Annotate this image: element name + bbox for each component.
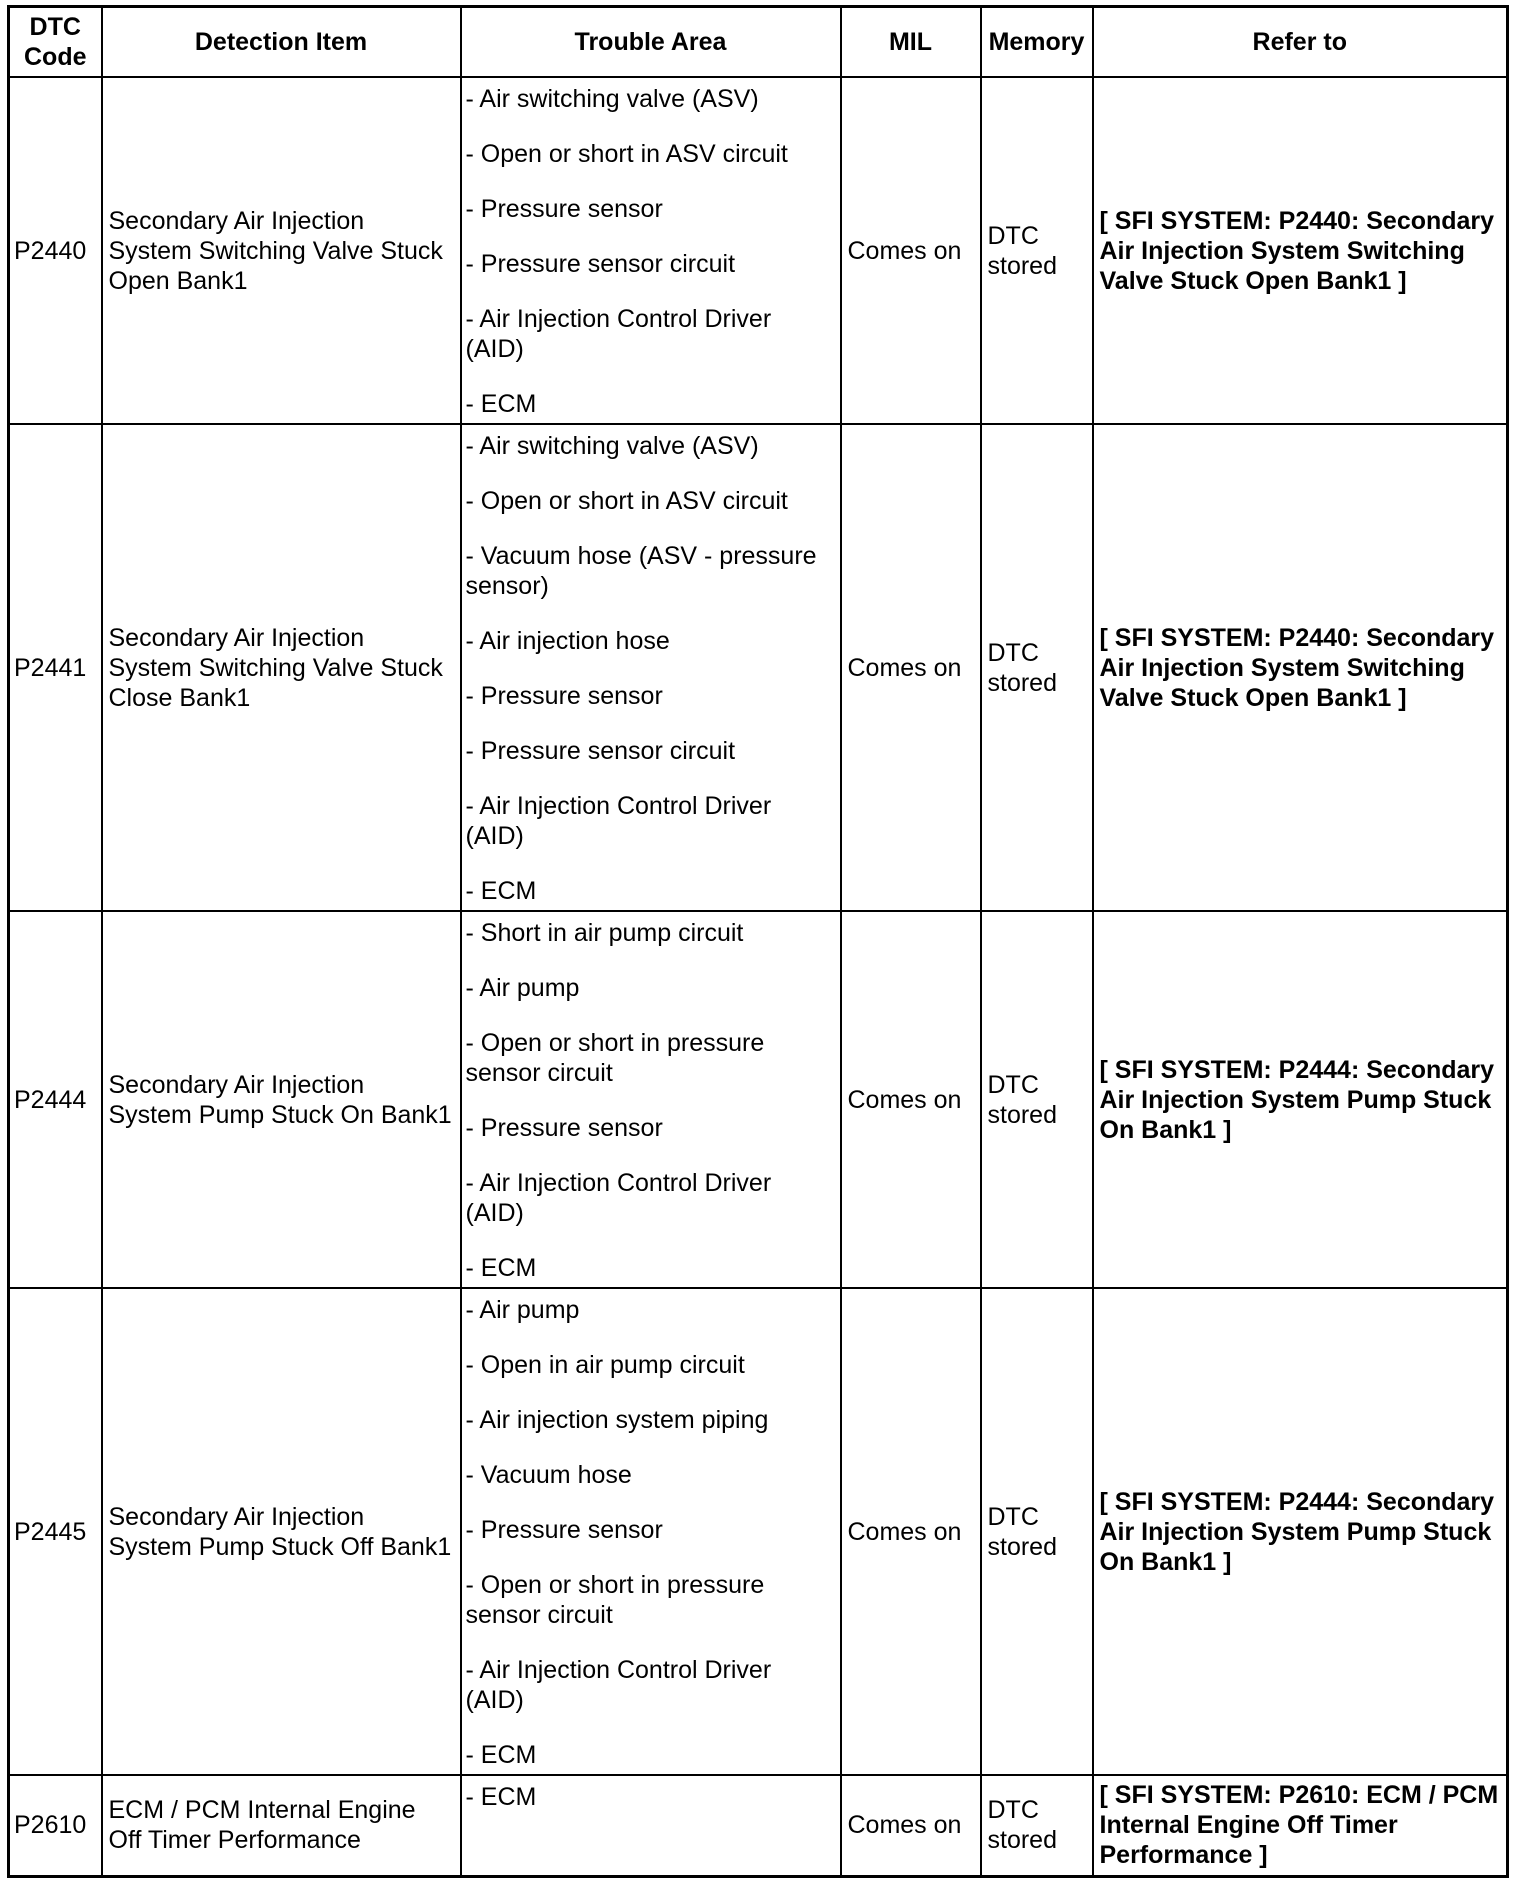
mil-cell: Comes on: [841, 1288, 981, 1775]
trouble-area-item: - Air switching valve (ASV): [465, 85, 759, 113]
trouble-area-item: - ECM: [465, 1254, 537, 1282]
trouble-area-item: - Air pump: [465, 974, 580, 1002]
detection-item-cell: ECM / PCM Internal Engine Off Timer Performance: [102, 1775, 461, 1876]
trouble-area-item: - Open or short in ASV circuit: [465, 140, 788, 168]
trouble-area-item: - Open or short in pressure sensor circuit: [465, 1029, 765, 1087]
memory-cell: DTC stored: [981, 1775, 1093, 1876]
trouble-area-item: - Air pump: [465, 1296, 580, 1324]
refer-to-cell: [ SFI SYSTEM: P2440: Secondary Air Injection System Switching Valve Stuck Open Bank1 ]: [1093, 424, 1508, 911]
memory-cell: DTC stored: [981, 77, 1093, 424]
table-row: [9, 911, 1508, 1288]
trouble-area-item: - Short in air pump circuit: [465, 919, 744, 947]
trouble-area-cell: [461, 1775, 841, 1876]
trouble-area-cell: [461, 911, 841, 1288]
dtc-code-cell: P2440: [9, 77, 102, 424]
memory-cell: DTC stored: [981, 424, 1093, 911]
trouble-area-cell: [461, 77, 841, 424]
mil-cell: Comes on: [841, 424, 981, 911]
memory-cell: DTC stored: [981, 1288, 1093, 1775]
mil-cell: Comes on: [841, 1775, 981, 1876]
refer-to-cell: [ SFI SYSTEM: P2444: Secondary Air Injection System Pump Stuck On Bank1 ]: [1093, 1288, 1508, 1775]
dtc-code-cell: P2610: [9, 1775, 102, 1876]
trouble-area-item: - Air injection system piping: [465, 1406, 769, 1434]
header-mil: MIL: [841, 7, 981, 78]
trouble-area-item: - Air Injection Control Driver (AID): [465, 792, 772, 850]
mil-cell: Comes on: [841, 911, 981, 1288]
trouble-area-item: - ECM: [465, 1741, 537, 1769]
trouble-area-item: - Open or short in pressure sensor circuit: [465, 1571, 765, 1629]
trouble-area-item: - Air switching valve (ASV): [465, 432, 759, 460]
trouble-area-item: - ECM: [465, 390, 537, 418]
memory-cell: DTC stored: [981, 911, 1093, 1288]
detection-item-cell: Secondary Air Injection System Pump Stuck Off Bank1: [102, 1288, 461, 1775]
table-row: [9, 424, 1508, 911]
trouble-area-item: - Pressure sensor circuit: [465, 250, 736, 278]
trouble-area-item: - Open or short in ASV circuit: [465, 487, 788, 515]
trouble-area-item: - Vacuum hose (ASV - pressure sensor): [465, 542, 817, 600]
header-memory: Memory: [981, 7, 1093, 78]
trouble-area-item: - Pressure sensor: [465, 682, 663, 710]
table-row: [9, 1775, 1508, 1876]
trouble-area-item: - Air Injection Control Driver (AID): [465, 1656, 772, 1714]
dtc-code-cell: P2441: [9, 424, 102, 911]
trouble-area-item: - ECM: [465, 1783, 537, 1811]
trouble-area-cell: [461, 424, 841, 911]
detection-item-cell: Secondary Air Injection System Pump Stuck On Bank1: [102, 911, 461, 1288]
table-row: [9, 1288, 1508, 1775]
header-refer-to: Refer to: [1093, 7, 1508, 78]
table-header-row: [9, 7, 1508, 78]
detection-item-cell: Secondary Air Injection System Switching Valve Stuck Close Bank1: [102, 424, 461, 911]
detection-item-cell: Secondary Air Injection System Switching Valve Stuck Open Bank1: [102, 77, 461, 424]
trouble-area-item: - Open in air pump circuit: [465, 1351, 745, 1379]
trouble-area-item: - Air injection hose: [465, 627, 670, 655]
trouble-area-cell: [461, 1288, 841, 1775]
mil-cell: Comes on: [841, 77, 981, 424]
trouble-area-item: - ECM: [465, 877, 537, 905]
trouble-area-item: - Pressure sensor: [465, 195, 663, 223]
refer-to-cell: [ SFI SYSTEM: P2440: Secondary Air Injection System Switching Valve Stuck Open Bank1 ]: [1093, 77, 1508, 424]
trouble-area-item: - Air Injection Control Driver (AID): [465, 1169, 772, 1227]
header-trouble-area: Trouble Area: [461, 7, 841, 78]
dtc-table: [7, 5, 1509, 1878]
dtc-code-cell: P2444: [9, 911, 102, 1288]
header-dtc-code: DTC Code: [9, 7, 102, 78]
refer-to-cell: [ SFI SYSTEM: P2610: ECM / PCM Internal Engine Off Timer Performance ]: [1093, 1775, 1508, 1876]
trouble-area-item: - Air Injection Control Driver (AID): [465, 305, 772, 363]
refer-to-cell: [ SFI SYSTEM: P2444: Secondary Air Injection System Pump Stuck On Bank1 ]: [1093, 911, 1508, 1288]
trouble-area-item: - Pressure sensor: [465, 1516, 663, 1544]
header-detection-item: Detection Item: [102, 7, 461, 78]
table-row: [9, 77, 1508, 424]
trouble-area-item: - Vacuum hose: [465, 1461, 632, 1489]
dtc-code-cell: P2445: [9, 1288, 102, 1775]
trouble-area-item: - Pressure sensor: [465, 1114, 663, 1142]
trouble-area-item: - Pressure sensor circuit: [465, 737, 736, 765]
